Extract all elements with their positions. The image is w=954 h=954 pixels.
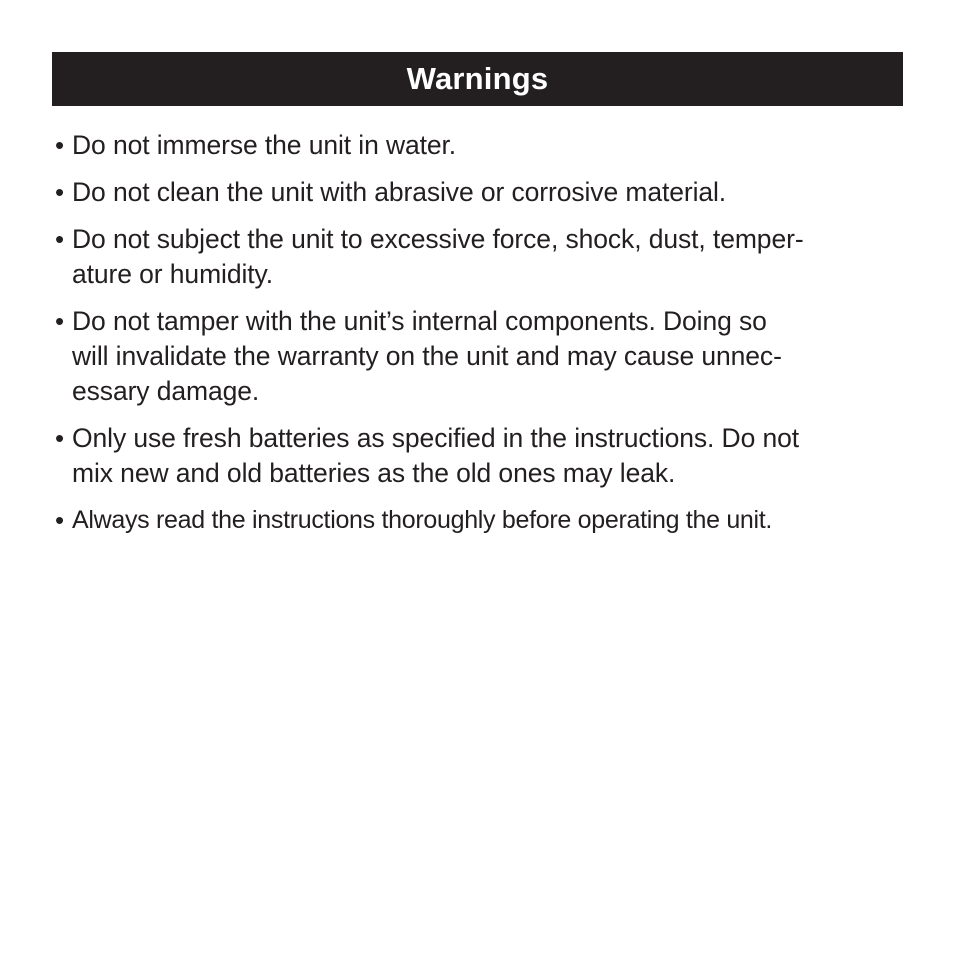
bullet-icon: •	[55, 130, 65, 160]
list-item	[52, 175, 903, 210]
bullet-icon: •	[55, 224, 65, 254]
bullet-icon: •	[55, 423, 65, 453]
list-item	[52, 503, 903, 538]
warning-text: Do not tamper with the unit’s internal components. Doing so will invalidate the warranty on the unit and may cause unnec- essary damage.	[72, 306, 782, 406]
list-item	[52, 421, 903, 491]
list-item	[52, 128, 903, 163]
list-item	[52, 222, 903, 292]
page-title: Warnings	[406, 60, 549, 96]
bullet-icon: •	[55, 177, 65, 207]
warning-text: Do not immerse the unit in water.	[72, 130, 457, 160]
warning-text: Always read the instructions thoroughly before operating the unit.	[72, 506, 773, 534]
warning-text: Do not subject the unit to excessive force, shock, dust, temper- ature or humidity.	[72, 224, 804, 289]
bullet-icon: •	[55, 505, 64, 535]
list-item	[52, 304, 903, 409]
warning-text: Only use fresh batteries as specified in the instructions. Do not mix new and old batteries as the old ones may leak.	[72, 423, 800, 488]
warnings-header-bar	[52, 52, 903, 106]
warning-text: Do not clean the unit with abrasive or corrosive material.	[72, 177, 727, 207]
bullet-icon: •	[55, 306, 65, 336]
warning-list	[52, 128, 903, 550]
